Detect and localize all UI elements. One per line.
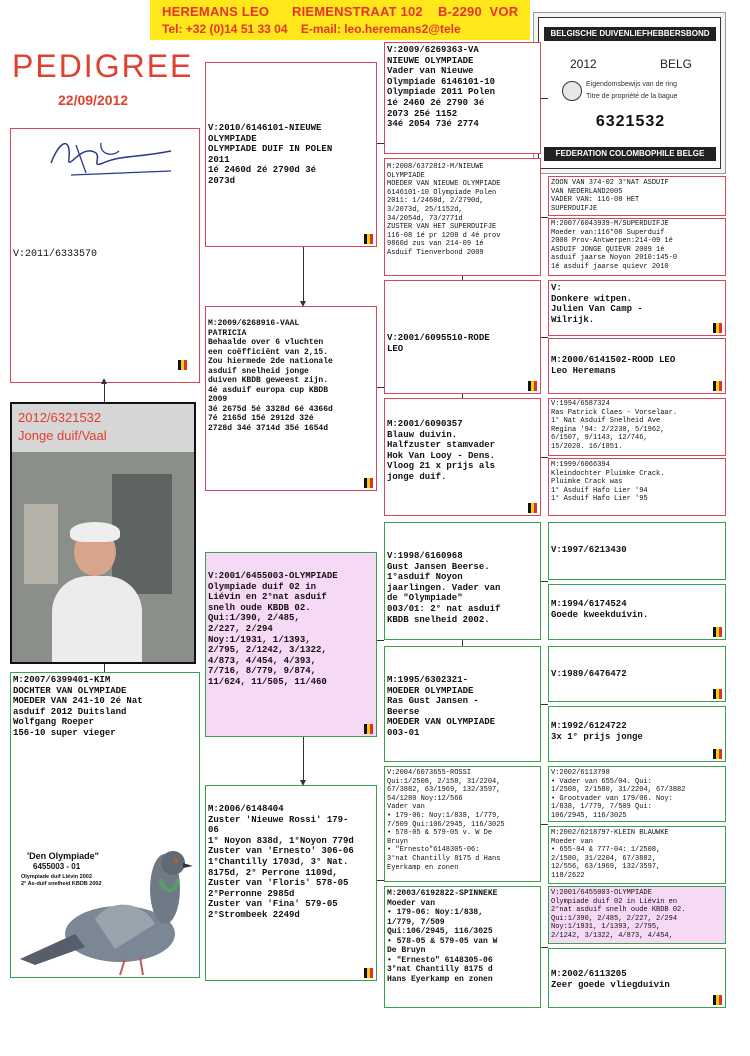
ring-small-text-1: Eigendomsbewijs van de ring (586, 81, 678, 88)
gen2-box-g (384, 766, 541, 882)
header-banner (150, 0, 530, 40)
gen3-text-e: V:1994/6587324 Ras Patrick Claes - Vorselaar. 1° Nat Asduif Snelheid Ave Regina '94: 2/2230, 5/1962, 6/1507, 9/1143, 12/746, 15/2020. 16/1851. (551, 400, 678, 451)
gen3-text-f: M:1999/6066394 Kleindochter Pluimke Crack. Pluimke Crack was 1° Asduif Hafo Lier '94 1° Asduif Hafo Lier '95 (551, 461, 665, 504)
person-figure (52, 522, 142, 662)
ring-certificate (533, 12, 726, 174)
gen3-box-j (548, 706, 726, 762)
pigeon-card-ring: 6455003 - 01 (33, 862, 81, 871)
belgian-flag-icon (364, 234, 373, 244)
connector-sire-dam (303, 247, 304, 302)
photo-caption-ring: 2012/6321532 (18, 410, 102, 425)
dam-mother-box (205, 785, 377, 981)
gen3-text-n: M:2002/6113205 Zeer goede vliegduivin (551, 969, 670, 990)
mother-info-box (10, 672, 200, 978)
gen2-text-c: V:2001/6095510-RODE LEO (387, 333, 490, 354)
gen3-text-c: V: Donkere witpen. Julien Van Camp - Wilrijk. (551, 283, 643, 325)
gen3-text-m: V:2001/6455003-OLYMPIADE Olympiade duif 02 in Liévin en 2°nat asduif snelh oude KBDB 02. Qui:1/390, 2/485, 2/227, 2/294 Noy:1/1931, 1/1393, 2/795, 2/1242, 3/1322, 4/873, 4/454, (551, 889, 686, 940)
belgian-flag-icon (713, 995, 722, 1005)
signature (41, 133, 181, 183)
mother-info-text: M:2007/6399401-KIM DOCHTER VAN OLYMPIADE MOEDER VAN 241-10 2é Nat asduif 2012 Duitsland Wolfgang Roeper 156-10 super vieger (13, 675, 143, 738)
gen2-box-h (384, 886, 541, 1008)
pigeon-card-line1: Olympiade duif Liévin 2002 (21, 874, 92, 880)
ring-number: 6321532 (595, 113, 666, 130)
gen3-box-l (548, 826, 726, 884)
belgian-flag-icon (364, 478, 373, 488)
pigeon-illustration (15, 839, 195, 978)
belgian-flag-icon (713, 689, 722, 699)
gen2-box-e (384, 522, 541, 640)
belgian-flag-icon (178, 360, 187, 370)
gen3-box-a (548, 176, 726, 216)
gen2-text-a: V:2009/6269363-VA NIEUWE OLYMPIADE Vader van Nieuwe Olympiade 6146101-10 Olympiade 2011 Polen 1é 2460 2é 2790 3é 2073 25é 1152 34é 2054 73é 2774 (387, 45, 496, 130)
photo-caption-desc: Jonge duif/Vaal (18, 428, 107, 443)
belgian-flag-icon (528, 503, 537, 513)
sire-box (205, 62, 377, 247)
gen3-text-l: M:2002/6218797-KLEIN BLAUWKE Moeder van • 655-04 & 777-04: 1/2508, 2/1580, 31/2204, 67/3882, 12/556, 63/1969, 132/3597, 118/2622 (551, 829, 669, 880)
breeder-address: HEREMANS LEO RIEMENSTRAAT 102 B-2290 VOR (162, 4, 519, 19)
belgian-flag-icon (713, 381, 722, 391)
connector-photo-mother (104, 664, 105, 672)
sire-dam-text: M:2009/6268916-VAAL PATRICIA Behaalde over 6 vluchten een coëfficiënt van 2,15. Zou hiermede 2de nationale asduif snelheid jonge duiven KBDB geweest zijn. 4é asduif europa cup KBDB 2009 3é 2675d 5é 3328d 6é 4366d 7é 2165d 15é 2912d 32é 2728d 34é 3714d 35é 1654d (208, 319, 333, 433)
ring-label-top: BELGISCHE DUIVENLIEFHEBBERSBOND (544, 27, 716, 41)
pigeon-card-name: 'Den Olympiade" (27, 851, 99, 861)
gen3-text-a: ZOON VAN 374-02 3°NAT ASDUIF VAN NEDERLAND2005 VADER VAN: 116-08 HET SUPERDUIFJE (551, 179, 669, 213)
gen3-box-d (548, 338, 726, 394)
belgian-flag-icon (713, 749, 722, 759)
pedigree-date: 22/09/2012 (58, 92, 129, 108)
gen3-box-k (548, 766, 726, 822)
ring-label-bottom: FEDERATION COLOMBOPHILE BELGE (544, 147, 716, 161)
belgian-flag-icon (713, 627, 722, 637)
connector-subject-up (104, 383, 105, 403)
pigeon-card-line2: 2° As-duif snelheid KBDB 2002 (21, 881, 102, 887)
gen3-text-g: V:1997/6213430 (551, 545, 627, 555)
sire-text: V:2010/6146101-NIEUWE OLYMPIADE OLYMPIADE DUIF IN POLEN 2011 1é 2460d 2é 2790d 3é 2073d (208, 123, 333, 186)
gen3-text-b: M:2007/6043939-M/SUPERDUIFJE Moeder van:116*08 Superduif 2008 Prov-Antwerpen:214-09 1é ASDUIF JONGE QUIEVR 2009 1é asduif jaarse Noyon 2010:145-0 1é asduif jaarse quievr 2010 (551, 220, 678, 271)
ring-country: BELG (660, 57, 693, 71)
gen3-text-d: M:2000/6141502-ROOD LEO Leo Heremans (551, 355, 676, 376)
gen3-box-c (548, 280, 726, 336)
belgian-flag-icon (364, 724, 373, 734)
gen2-text-h: M:2003/6192822-SPINNEKE Moeder van • 179-06: Noy:1/838, 1/779, 7/509 Qui:106/2945, 116/3025 • 578-05 & 579-05 van W De Bruyn • "Ernesto" 6148305-06 3°nat Chantilly 8175 d Hans Eyerkamp en zonen (387, 889, 498, 984)
dam-father-text: V:2001/6455003-OLYMPIADE Olympiade duif 02 in Liévin en 2°nat asduif snelh oude KBDB 02. Qui:1/390, 2/485, 2/227, 2/294 Noy:1/1931, 1/1393, 2/795, 2/1242, 3/1322, 4/873, 4/454, 4/393, 7/716, 8/779, 9/874, 11/624, 11/505, 11/460 (208, 571, 338, 687)
gen2-text-e: V:1998/6160968 Gust Jansen Beerse. 1°asduif Noyon jaarlingen. Vader van de "Olympiade" 003/01: 2° nat asduif KBDB snelheid 2002. (387, 551, 501, 625)
gen2-box-c (384, 280, 541, 394)
belgian-flag-icon (528, 381, 537, 391)
page-title: PEDIGREE (12, 48, 194, 84)
gen3-box-e (548, 398, 726, 456)
belgian-flag-icon (713, 323, 722, 333)
belgian-flag-icon (364, 968, 373, 978)
gen2-text-d: M:2001/6090357 Blauw duivin. Halfzuster stamvader Hok Van Looy - Dens. Vloog 21 x prijs als jonge duif. (387, 419, 496, 482)
gen3-box-f (548, 458, 726, 516)
gen3-box-h (548, 584, 726, 640)
ring-icon (562, 81, 582, 101)
breeder-contact: Tel: +32 (0)14 51 33 04 E-mail: leo.heremans2@tele (162, 22, 461, 36)
gen2-text-f: M:1995/6302321- MOEDER OLYMPIADE Ras Gust Jansen - Beerse MOEDER VAN OLYMPIADE 003-01 (387, 675, 496, 738)
gen3-text-i: V:1989/6476472 (551, 669, 627, 679)
ring-year: 2012 (570, 57, 597, 71)
dam-father-box (205, 552, 377, 737)
gen3-box-b (548, 218, 726, 276)
gen2-box-d (384, 398, 541, 516)
gen2-box-f (384, 646, 541, 762)
gen3-box-m (548, 886, 726, 944)
breeder-photo (10, 402, 196, 664)
gen3-box-g (548, 522, 726, 580)
gen3-text-k: V:2002/6113798 • Vader van 655/04. Qui: 1/2508, 2/1580, 31/2204, 67/3882 • Grootvader van 179/06. Noy: 1/838, 1/779, 7/509 Qui: 106/2945, 116/3025 (551, 769, 686, 820)
gen2-box-a (384, 42, 541, 154)
gen2-text-b: M:2008/6372812-M/NIEUWE OLYMPIADE MOEDER VAN NIEUWE OLYMPIADE 6146101-10 Olympiade Polen 2011: 1/2460d, 2/2790d, 3/2073d, 25/1152d, 34/2054d, 73/2771d ZUSTER VAN HET SUPERDUIFJE 116-08 1é pr 1208 d 4é prov 9860d zus van 214-09 1é Asduif Tienverbond 2009 (387, 163, 501, 257)
subject-box (10, 128, 200, 383)
gen2-box-b (384, 158, 541, 276)
gen2-text-g: V:2004/6073655-ROSSI Qui:1/2508, 2/158, 31/2204, 67/3882, 63/1969, 132/3597, 54/1280 Noy:12/566 Vader van • 179-06: Noy:1/838, 1/779, 7/509 Qui:106/2945, 116/3025 • 578-05 & 579-05 v. W De Bruyn • "Ernesto"6148305-06: 3°nat Chantilly 8175 d Hans Eyerkamp en zonen (387, 769, 505, 872)
gen3-box-n (548, 948, 726, 1008)
gen3-text-h: M:1994/6174524 Goede kweekduivin. (551, 599, 649, 620)
subject-ring: V:2011/6333570 (13, 249, 98, 260)
dam-mother-text: M:2006/6148404 Zuster 'Nieuwe Rossi' 179- 06 1° Noyon 838d, 1°Noyon 779d Zuster van 'Ernesto' 306-06 1°Chantilly 1703d, 3° Nat. 8175d, 2° Perrone 1109d, Zuster van 'Floris' 578-05 2°Perronne 2985d Zuster van 'Fina' 579-05 2°Strombeek 2249d (208, 804, 354, 920)
sire-dam-box (205, 306, 377, 491)
ring-small-text-2: Titre de propriété de la bague (586, 93, 678, 100)
gen3-text-j: M:1992/6124722 3x 1° prijs jonge (551, 721, 643, 742)
connector-dam-father-mother (303, 737, 304, 781)
gen3-box-i (548, 646, 726, 702)
